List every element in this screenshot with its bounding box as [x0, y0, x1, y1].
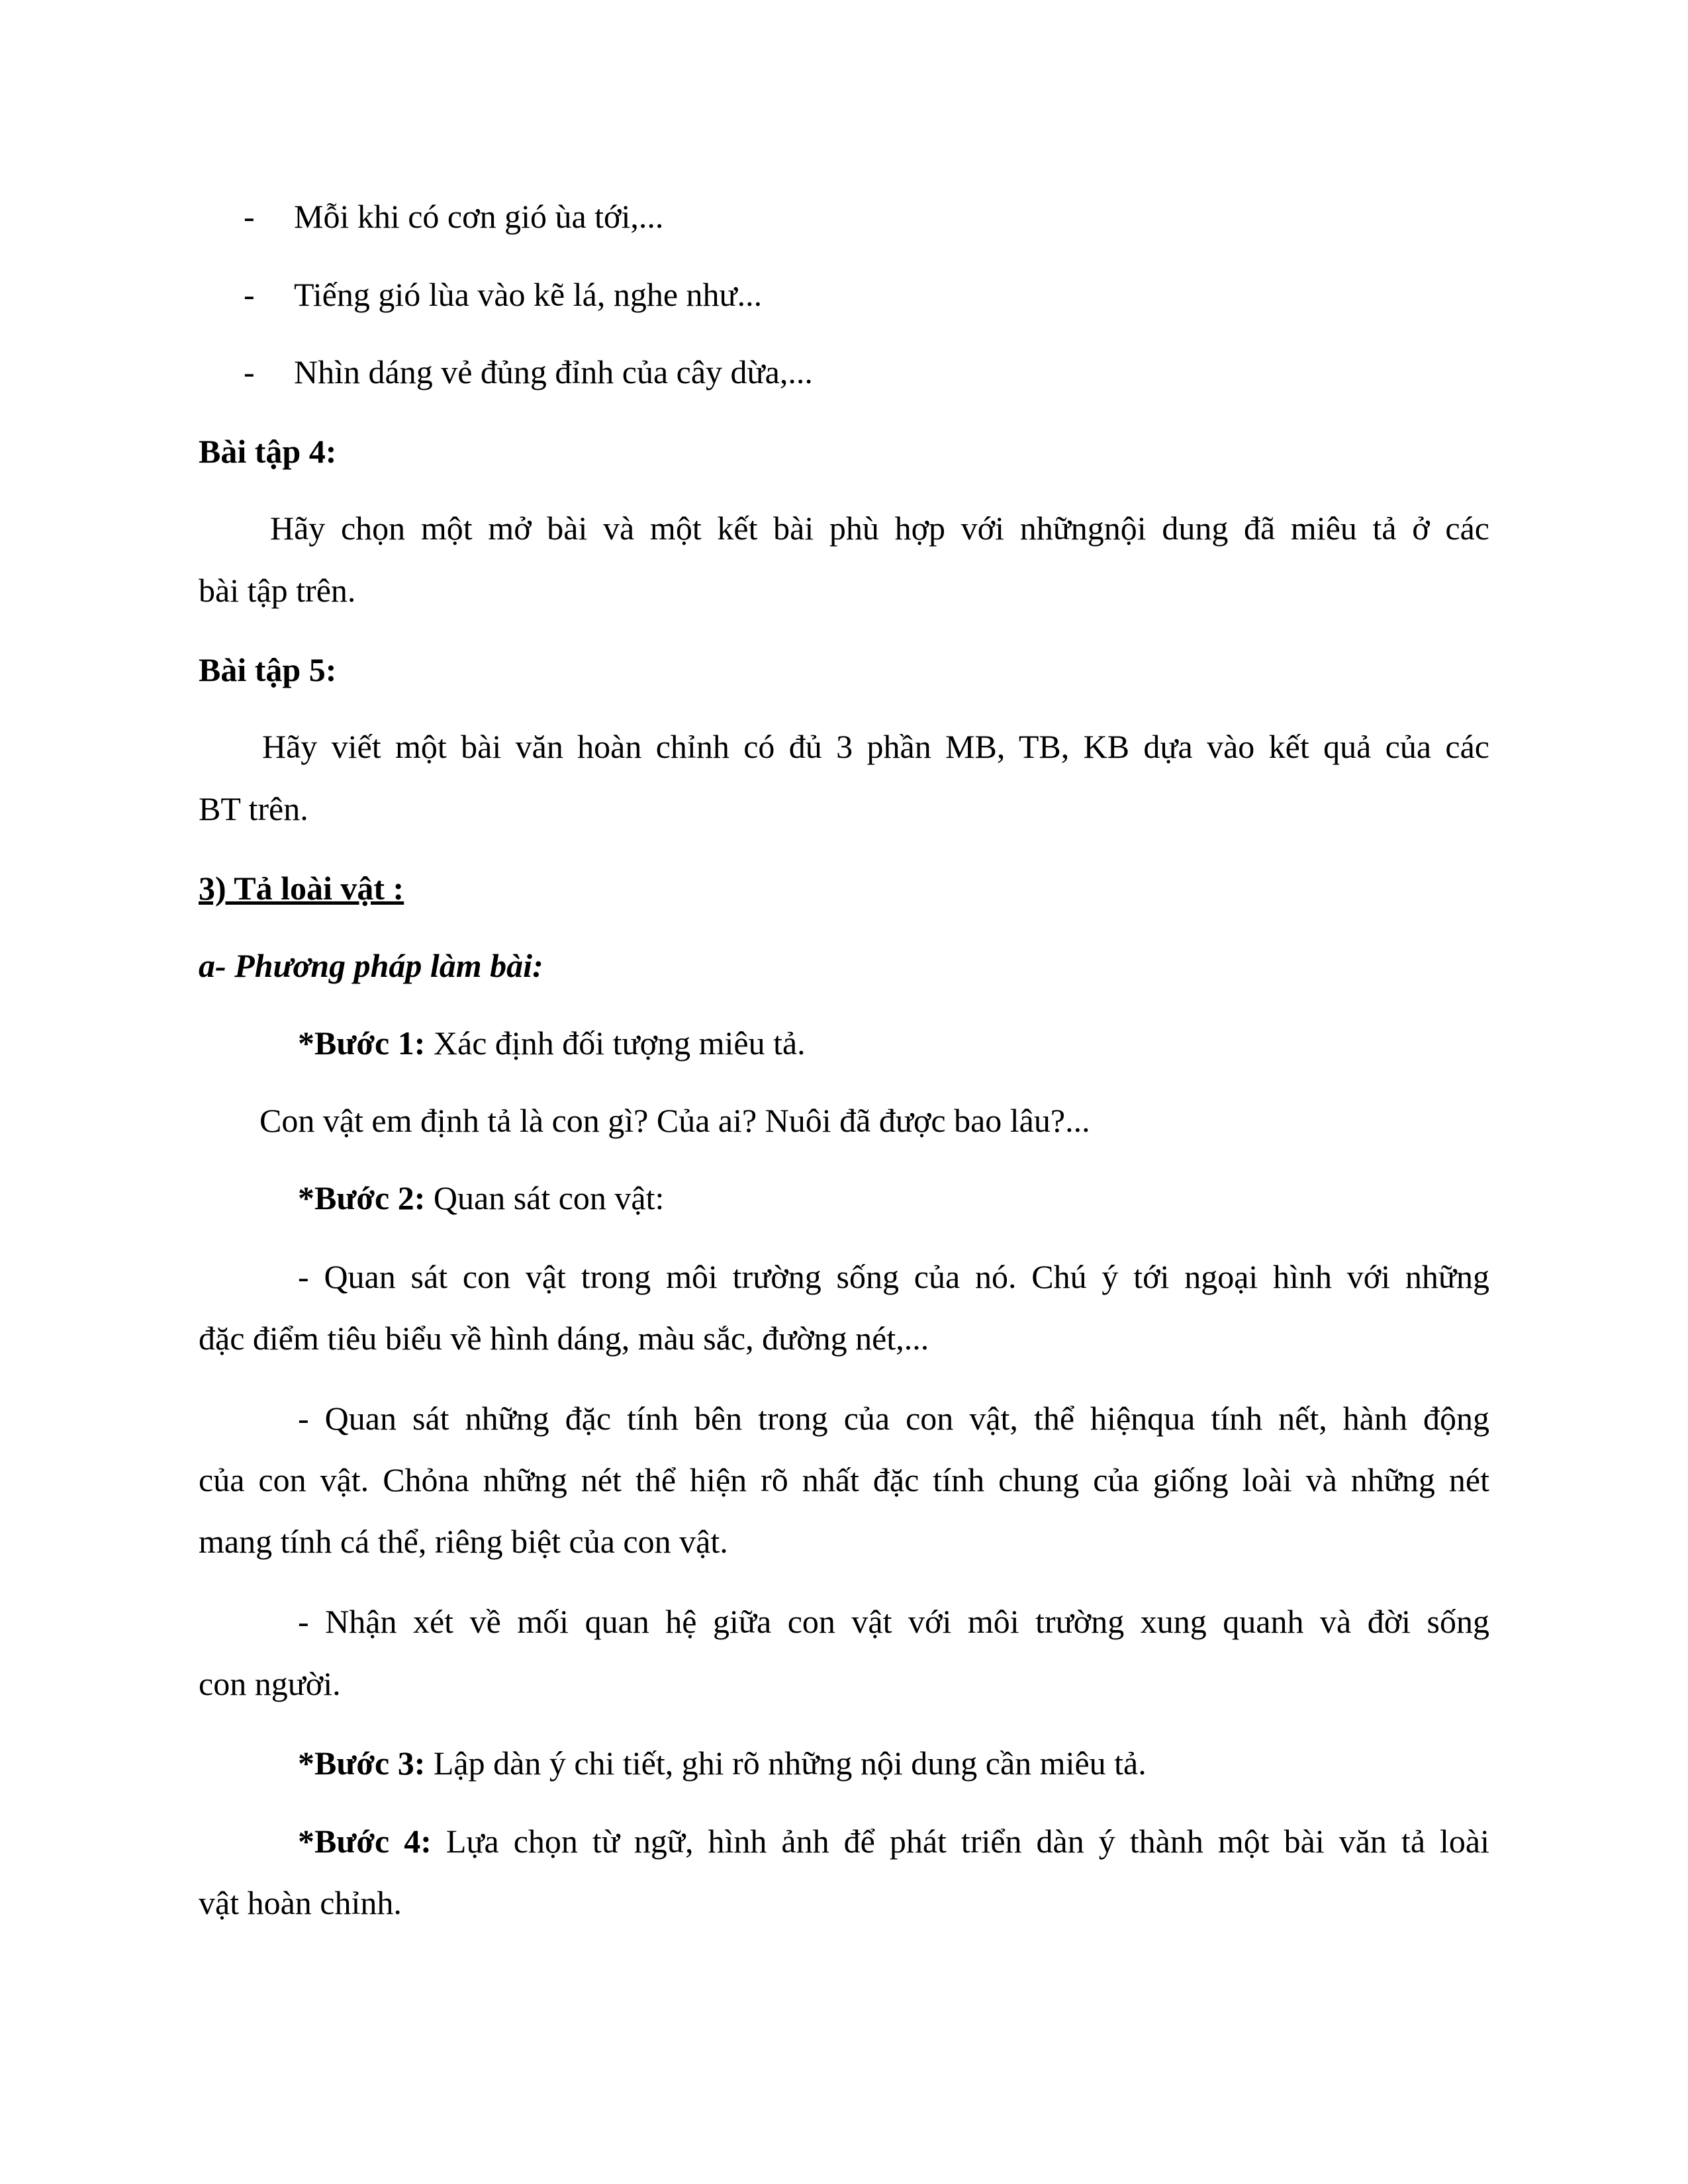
step-1-detail: Con vật em định tả là con gì? Của ai? Nuôi đã được bao lâu?...: [259, 1102, 1090, 1139]
exercise-5-line-1: Hãy viết một bài văn hoàn chỉnh có đủ 3 phần MB, TB, KB dựa vào kết quả của các: [262, 728, 1489, 765]
step-4-line-2: vật hoàn chỉnh.: [199, 1884, 402, 1921]
step-2-item-1-line-2: đặc điểm tiêu biểu về hình dáng, màu sắc, đường nét,...: [199, 1320, 929, 1357]
bullet-text: Nhìn dáng vẻ đủng đỉnh của cây dừa,...: [294, 353, 813, 390]
step-4-line-1: [298, 1820, 1489, 1862]
exercise-4-line-2: bài tập trên.: [199, 572, 356, 609]
step-4-label: *Bước 4:: [298, 1823, 432, 1860]
bullet-marker: -: [244, 198, 255, 235]
step-2-item-2-line-1: - Quan sát những đặc tính bên trong của con vật, thể hiệnqua tính nết, hành động: [298, 1400, 1489, 1437]
step-2-item-3-line-2: con người.: [199, 1665, 341, 1702]
section-3-heading: 3) Tả loài vật :: [199, 870, 404, 907]
step-2-item-3-line-1: - Nhận xét về mối quan hệ giữa con vật với môi trường xung quanh và đời sống: [298, 1603, 1489, 1640]
document-page: [199, 0, 1489, 2184]
bullet-marker: -: [244, 353, 255, 390]
step-2-text: Quan sát con vật:: [425, 1179, 665, 1216]
bullet-text: Tiếng gió lùa vào kẽ lá, nghe như...: [294, 276, 763, 313]
step-2-label: *Bước 2:: [298, 1179, 426, 1216]
step-1: [298, 1022, 806, 1064]
exercise-5-heading: Bài tập 5:: [199, 651, 337, 688]
exercise-4-line-1: Hãy chọn một mở bài và một kết bài phù hợp với nhữngnội dung đã miêu tả ở các: [270, 510, 1489, 547]
exercise-5-line-2: BT trên.: [199, 790, 308, 827]
section-3-subheading: a- Phương pháp làm bài:: [199, 947, 543, 984]
step-2-item-2-line-2: của con vật. Chỏna những nét thể hiện rõ nhất đặc tính chung của giống loài và những nét: [199, 1461, 1489, 1498]
step-1-label: *Bước 1:: [298, 1024, 426, 1062]
step-2-item-2-line-3: mang tính cá thể, riêng biệt của con vật.: [199, 1523, 728, 1560]
step-3-text: Lập dàn ý chi tiết, ghi rõ những nội dung cần miêu tả.: [425, 1745, 1147, 1782]
step-2: [298, 1177, 664, 1219]
step-3: [298, 1742, 1147, 1784]
step-3-label: *Bước 3:: [298, 1745, 426, 1782]
bullet-text: Mỗi khi có cơn gió ùa tới,...: [294, 198, 664, 235]
step-2-item-1-line-1: - Quan sát con vật trong môi trường sống của nó. Chú ý tới ngoại hình với những: [298, 1258, 1489, 1295]
exercise-4-heading: Bài tập 4:: [199, 433, 337, 470]
step-4-text: Lựa chọn từ ngữ, hình ảnh để phát triển dàn ý thành một bài văn tả loài: [431, 1823, 1489, 1860]
bullet-marker: -: [244, 276, 255, 313]
step-1-text: Xác định đối tượng miêu tả.: [425, 1024, 806, 1062]
